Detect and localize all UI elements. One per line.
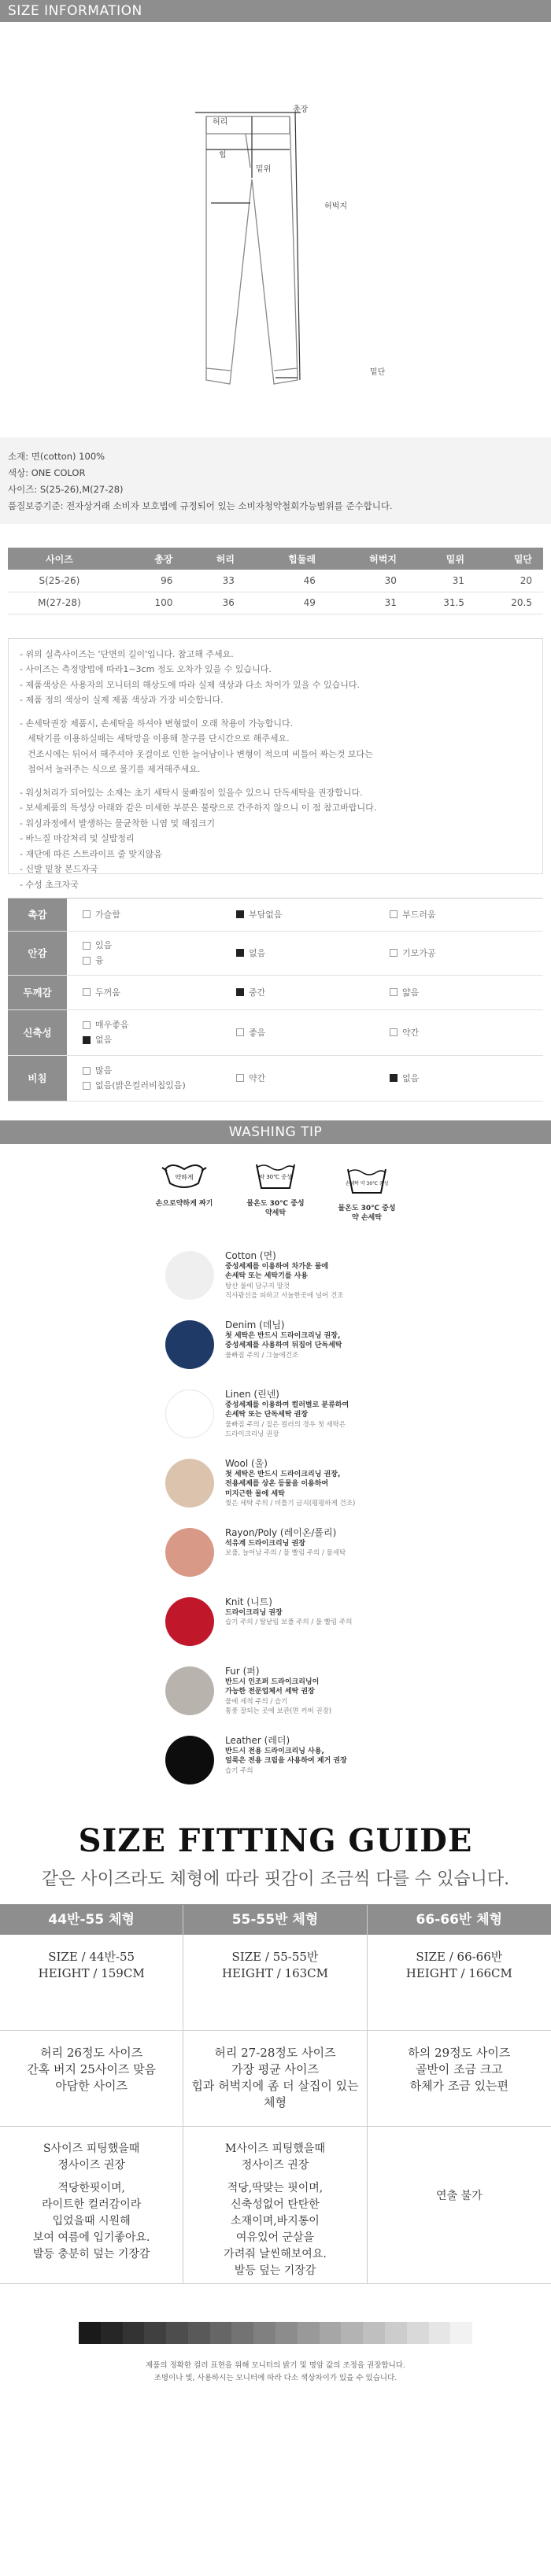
checkbox — [390, 949, 398, 957]
knit-swatch — [165, 1597, 214, 1646]
gradient-swatch — [210, 2322, 232, 2344]
fabric-properties — [8, 898, 543, 1102]
option — [390, 985, 543, 1000]
checkbox — [83, 1036, 91, 1044]
note-line: 접어서 눌러주는 식으로 물기를 제거해주세요. — [28, 764, 201, 774]
option — [236, 946, 390, 961]
col-hem: 밑단 — [475, 548, 543, 570]
fit-column-66 — [368, 1905, 551, 2284]
gradient-swatch — [231, 2322, 253, 2344]
gradient-swatch — [407, 2322, 429, 2344]
fit-text: HEIGHT / 166CM — [405, 1965, 512, 1980]
fabric-care-list — [0, 1245, 551, 1799]
washing-icons — [0, 1158, 551, 1245]
option-label: 약간 — [402, 1027, 420, 1038]
fit-size-cell — [0, 1935, 183, 2031]
fit-text: 정사이즈 권장 — [241, 2158, 309, 2172]
fit-column-44 — [0, 1905, 183, 2284]
property-row-touch — [8, 899, 543, 932]
gradient-swatch — [253, 2322, 276, 2344]
fit-review-cell — [368, 2127, 551, 2284]
wash-30-icon-graphic — [252, 1158, 299, 1194]
wash-caption: 손으로약하게 짜기 — [155, 1199, 213, 1208]
checkbox — [236, 1074, 244, 1082]
hand-wash-icon — [153, 1158, 215, 1245]
material-text: 소재: 면(cotton) 100% — [8, 451, 105, 462]
checkbox — [83, 910, 91, 918]
fit-text: 힙과 허벅지에 좀 더 살집이 있는 체형 — [191, 2078, 359, 2109]
fabric-wool — [0, 1452, 551, 1522]
table-cell: M(27-28) — [8, 592, 122, 614]
checkbox — [83, 1082, 91, 1090]
option-label: 좋음 — [249, 1027, 266, 1038]
linen-swatch — [165, 1389, 214, 1438]
note-line: - 수성 초크자국 — [20, 879, 79, 890]
checkbox — [83, 1021, 91, 1029]
fabric-sub: 찢은 세탁 주의 / 비틀기 금지(평평하게 건조) — [225, 1500, 356, 1508]
fit-text: 입었을때 시원해 — [52, 2214, 131, 2227]
option-label: 없음 — [402, 1072, 420, 1083]
checkbox — [390, 1028, 398, 1036]
fabric-denim — [0, 1314, 551, 1383]
option-label: 없음 — [249, 947, 266, 958]
option-label: 없음(밝은컬러비칩있음) — [95, 1080, 186, 1091]
fit-text: 적당,딱맞는 핏이며, — [227, 2181, 324, 2194]
fabric-knit — [0, 1591, 551, 1660]
option-label: 매우좋음 — [95, 1020, 129, 1030]
cotton-swatch — [165, 1251, 214, 1300]
checkbox — [236, 1028, 244, 1036]
checkbox — [83, 957, 91, 965]
note-line: - 바느질 마감처리 및 실밥정리 — [20, 833, 135, 843]
fit-body-cell — [368, 2031, 551, 2127]
fabric-title: Knit (니트) — [225, 1596, 272, 1607]
note-line: - 사이즈는 측정방법에 따라1~3cm 정도 오차가 있을 수 있습니다. — [20, 664, 272, 674]
label-total-length: 총장 — [293, 105, 309, 114]
fit-text: 정사이즈 권장 — [57, 2158, 125, 2172]
fit-text: 연출 불가 — [436, 2189, 483, 2202]
wash-caption: 물온도 30℃ 중성약 손세탁 — [338, 1204, 396, 1222]
checkbox — [390, 1074, 398, 1082]
option-label: 부드러움 — [402, 909, 436, 920]
footer-line: 제품의 정확한 컬러 표현을 위해 모니터의 밝기 및 명암 값의 조정을 권장합니다. — [146, 2360, 405, 2370]
option — [236, 1071, 390, 1086]
fabric-sub: 습기 주의 — [225, 1766, 253, 1775]
pants-diagram — [0, 22, 551, 431]
fabric-desc: 석유계 드라이크리닝 권장 — [225, 1539, 305, 1548]
label-hem: 밑단 — [370, 368, 386, 377]
fabric-sub: 습기 주의 / 탈낱림 보풀 주의 / 물 빨림 주의 — [225, 1618, 353, 1626]
fit-text: HEIGHT / 159CM — [38, 1965, 145, 1980]
fabric-sub: 물빠짐 주의 / 짙은 컬러의 경우 첫 세탁은 — [225, 1420, 346, 1429]
fabric-sub: 직사광선을 피하고 서늘한곳에 널어 건조 — [225, 1291, 344, 1300]
option-label: 두꺼움 — [95, 987, 120, 998]
fitting-guide-title: SIZE FITTING GUIDE — [78, 1821, 473, 1859]
fabric-desc: 전용세제를 상온 등물을 이용하여 — [225, 1480, 329, 1488]
note-line: - 보세제품의 특성상 아래와 같은 미세한 부분은 불량으로 간주하지 않으니 이 점 참고바랍니다. — [20, 803, 377, 813]
option-label: 약간 — [249, 1072, 266, 1083]
denim-swatch — [165, 1320, 214, 1369]
fit-text: S사이즈 피팅했을때 — [43, 2142, 140, 2155]
option — [83, 953, 236, 968]
fabric-sub: 탕산 물에 담구지 말것 — [225, 1282, 290, 1290]
option — [83, 938, 236, 953]
note-line: - 워싱처리가 되어있는 소재는 초기 세탁시 물빠짐이 있을수 있으니 단독세탁을 권장합니다. — [20, 787, 363, 798]
fabric-desc: 반드시 인조퍼 드라이크리닝이 — [225, 1677, 320, 1686]
option — [236, 985, 390, 1000]
col-thigh: 허벅지 — [327, 548, 408, 570]
gradient-swatch — [429, 2322, 451, 2344]
property-name: 안감 — [8, 932, 67, 975]
gradient-swatch — [363, 2322, 385, 2344]
fabric-rayon — [0, 1522, 551, 1591]
note-line: - 제품 정의 색상이 실제 제품 색상과 가장 비슷합니다. — [20, 695, 224, 705]
option — [236, 907, 390, 922]
fit-text: 허리 26정도 사이즈 — [40, 2045, 143, 2060]
note-line: - 워싱과정에서 발생하는 물균착한 니염 및 해짐크기 — [20, 817, 216, 829]
gradient-swatch — [123, 2322, 145, 2344]
option-label: 많음 — [95, 1065, 113, 1076]
checkbox — [83, 942, 91, 950]
col-hip: 힙둘레 — [246, 548, 327, 570]
checkbox — [83, 1067, 91, 1075]
fit-review-cell — [0, 2127, 183, 2284]
warranty-text: 품질보증기준: 전자상거래 소비자 보호법에 규정되어 있는 소비자청약철회가능범위를 준수합니다. — [8, 500, 393, 511]
option — [83, 1017, 236, 1032]
wool-swatch — [165, 1459, 214, 1508]
fabric-title: Cotton (면) — [225, 1249, 276, 1261]
fabric-title: Fur (퍼) — [225, 1665, 260, 1677]
fabric-linen — [0, 1383, 551, 1452]
table-cell: 30 — [327, 570, 408, 592]
table-cell: 46 — [246, 570, 327, 592]
pants-outline — [0, 22, 551, 431]
option — [83, 1032, 236, 1047]
color-text: 색상: ONE COLOR — [8, 467, 86, 478]
wash-30-symbol: 약 30℃ 중성 — [259, 1173, 292, 1180]
fit-text: SIZE / 55-55반 — [231, 1949, 319, 1964]
fabric-cotton — [0, 1245, 551, 1314]
fit-text: 발등 충분히 덮는 기장감 — [32, 2247, 150, 2260]
fit-text: 적당한핏이며, — [57, 2181, 125, 2194]
property-name: 신축성 — [8, 1010, 67, 1055]
fit-text: 아담한 사이즈 — [55, 2078, 128, 2093]
fabric-desc: 첫 세탁은 반드시 드라이크리닝 권장, — [225, 1470, 341, 1478]
option — [83, 907, 236, 922]
hand-wash-symbol: 약하게 — [175, 1173, 194, 1181]
checkbox — [236, 949, 244, 957]
fit-size-cell — [368, 1935, 551, 2031]
note-line: - 재단에 따른 스트라이프 줄 맞지않음 — [20, 848, 162, 859]
fit-text: SIZE / 66-66반 — [416, 1949, 503, 1964]
table-cell: S(25-26) — [8, 570, 122, 592]
fabric-title: Wool (울) — [225, 1457, 268, 1469]
table-cell: 31 — [408, 570, 475, 592]
property-row-sheerness — [8, 1056, 543, 1102]
fit-text: 하의 29정도 사이즈 — [408, 2045, 511, 2060]
table-row — [8, 592, 543, 614]
fit-text: 여유있어 군살을 — [235, 2231, 315, 2244]
gradient-swatch — [341, 2322, 363, 2344]
col-size: 사이즈 — [8, 548, 122, 570]
table-cell: 31 — [327, 592, 408, 614]
option — [390, 1071, 543, 1086]
table-cell: 20.5 — [475, 592, 543, 614]
fit-body-cell — [0, 2031, 183, 2127]
property-row-lining — [8, 932, 543, 976]
col-waist: 허리 — [183, 548, 246, 570]
fit-text: 가려줘 날씬해보여요. — [224, 2247, 327, 2260]
label-waist: 허리 — [213, 118, 228, 127]
fabric-title: Linen (린넨) — [225, 1388, 279, 1400]
option-label: 가슬함 — [95, 909, 120, 920]
fabric-desc: 반드시 전용 드라이크리닝 사용, — [225, 1747, 324, 1755]
option-label: 기모가공 — [402, 947, 436, 958]
hand-wash-icon-graphic — [161, 1158, 208, 1194]
fit-review-cell — [183, 2127, 366, 2284]
washing-tip-header: WASHING TIP — [0, 1120, 551, 1144]
fabric-desc: 드라이크리닝 권장 — [225, 1608, 283, 1617]
label-hip: 힙 — [219, 151, 227, 160]
checkbox — [236, 988, 244, 996]
fabric-sub: 통풍 잘되는 곳에 보관(면 커버 권장) — [225, 1707, 332, 1715]
table-cell: 31.5 — [408, 592, 475, 614]
fit-text: 라이트한 컬러감이라 — [42, 2198, 142, 2211]
table-cell: 20 — [475, 570, 543, 592]
col-length: 총장 — [122, 548, 184, 570]
fabric-desc: 손세탁 또는 단독세탁 권장 — [225, 1411, 309, 1419]
note-line: - 신발 밑창 본드자국 — [20, 864, 98, 874]
fit-column-head: 66-66반 체형 — [368, 1905, 551, 1935]
note-line: 세탁기를 이용하실때는 세탁망을 이용해 찰구를 단시간으로 해주세요. — [28, 733, 290, 744]
fit-text: 발등 덮는 기장감 — [234, 2264, 316, 2277]
checkbox — [236, 910, 244, 918]
gradient-swatch — [79, 2322, 101, 2344]
fabric-desc: 중성세제를 이용하여 차가운 물에 — [225, 1262, 329, 1271]
fit-text: 소재이며,바지통이 — [231, 2214, 320, 2227]
product-info-box — [0, 437, 551, 524]
col-rise: 밑위 — [408, 548, 475, 570]
gradient-swatch — [188, 2322, 210, 2344]
checkbox — [390, 910, 398, 918]
checkbox — [390, 988, 398, 996]
fit-text: 간혹 버지 25사이즈 맞음 — [27, 2061, 157, 2076]
fit-text: 골반이 조금 크고 — [415, 2061, 503, 2076]
fit-text: 가장 평균 사이즈 — [231, 2061, 319, 2076]
gradient-swatch — [101, 2322, 123, 2344]
fabric-leather — [0, 1729, 551, 1799]
fit-text: 하체가 조금 있는편 — [409, 2078, 509, 2093]
fabric-sub: 물에 세척 주의 / 습기 — [225, 1697, 288, 1706]
fit-text: 보여 여름에 입기좋아요. — [32, 2231, 150, 2244]
fit-size-cell — [183, 1935, 366, 2031]
fabric-sub: 물빠짐 주의 / 그늘에건조 — [225, 1351, 299, 1360]
property-name: 촉감 — [8, 899, 67, 931]
property-row-thickness — [8, 976, 543, 1010]
size-table-header — [8, 548, 543, 570]
color-gradient-bar — [79, 2322, 472, 2344]
note-line: 건조시에는 뒤어서 해주셔야 옷걸이로 인한 늘어남이나 변형이 적으며 비틀어 짜는것 보다는 — [28, 748, 373, 759]
fit-text: M사이즈 피팅했을때 — [225, 2142, 325, 2155]
table-row — [8, 570, 543, 592]
note-line: - 위의 실측사이즈는 '단면의 길이'입니다. 참고해 주세요. — [20, 648, 234, 659]
gradient-swatch — [320, 2322, 342, 2344]
fit-text: 신축성없어 탄탄한 — [231, 2198, 320, 2211]
size-information-header: SIZE INFORMATION — [0, 0, 551, 22]
care-notes — [8, 638, 543, 890]
option-label: 중간 — [249, 987, 266, 998]
fit-text: SIZE / 44반-55 — [48, 1949, 135, 1964]
fit-body-cell — [183, 2031, 366, 2127]
footer-line: 조명이나 빛, 사용하시는 모니터에 따라 다소 색상차이가 있을 수 있습니다. — [153, 2373, 398, 2382]
table-cell: 100 — [122, 592, 184, 614]
option-label: 있음 — [95, 940, 113, 950]
fit-column-head: 55-55반 체형 — [183, 1905, 366, 1935]
size-table — [8, 548, 543, 614]
option — [390, 907, 543, 922]
property-row-stretch — [8, 1010, 543, 1056]
table-cell: 33 — [183, 570, 246, 592]
fabric-desc: 중성세제를 사용하여 뒤집어 단독세탁 — [225, 1342, 342, 1349]
option-label: 부담없음 — [249, 909, 283, 920]
gradient-swatch — [166, 2322, 188, 2344]
note-line: - 제품색상은 사용자의 모니터의 해상도에 따라 실제 색상과 다소 차이가 있을 수 있습니다. — [20, 679, 360, 690]
option — [236, 1025, 390, 1040]
fabric-title: Rayon/Poly (레이온/폴리) — [225, 1526, 337, 1538]
table-cell: 96 — [122, 570, 184, 592]
table-cell: 49 — [246, 592, 327, 614]
fit-column-head: 44반-55 체형 — [0, 1905, 183, 1935]
gradient-swatch — [276, 2322, 298, 2344]
gradient-swatch — [385, 2322, 407, 2344]
leather-swatch — [165, 1736, 214, 1784]
option-label: 얇음 — [402, 987, 420, 998]
gradient-swatch — [450, 2322, 472, 2344]
option — [390, 946, 543, 961]
fit-text: 허리 27-28정도 사이즈 — [214, 2045, 336, 2060]
fabric-desc: 손세탁 또는 세탁기를 사용 — [225, 1272, 309, 1280]
option-label: 융 — [95, 955, 104, 965]
option — [83, 1078, 236, 1093]
footer-note — [0, 2360, 551, 2385]
option — [83, 985, 236, 1000]
property-name: 비침 — [8, 1056, 67, 1101]
label-rise: 밑위 — [256, 165, 272, 174]
fur-swatch — [165, 1666, 214, 1715]
fabric-title: Leather (레더) — [225, 1734, 290, 1746]
fabric-fur — [0, 1660, 551, 1729]
fabric-desc: 가능한 전문업체서 세탁 권장 — [225, 1688, 315, 1696]
hand-wash-30-symbol: 손세탁 약 30℃ 중성 — [345, 1180, 389, 1187]
gradient-swatch — [298, 2322, 320, 2344]
option-label: 없음 — [95, 1035, 113, 1045]
fabric-sub: 보풀, 늘어남 주의 / 물 빨림 주의 / 물세탁 — [225, 1549, 346, 1557]
property-name: 두께감 — [8, 976, 67, 1009]
fabric-sub: 드라이크리닝 권장 — [225, 1430, 279, 1438]
gradient-swatch — [144, 2322, 166, 2344]
fitting-guide-table — [0, 1904, 551, 2284]
fabric-desc: 얼룩은 전용 크림을 사용하여 제거 권장 — [225, 1757, 347, 1765]
option — [83, 1063, 236, 1078]
hand-wash-30-icon — [336, 1158, 398, 1245]
size-text: 사이즈: S(25-26),M(27-28) — [8, 484, 124, 495]
fabric-title: Denim (데님) — [225, 1319, 285, 1330]
option — [390, 1025, 543, 1040]
checkbox — [83, 988, 91, 996]
fabric-desc: 중성세제를 이용하여 컬러별로 분류하여 — [225, 1401, 349, 1409]
fabric-desc: 첫 세탁은 반드시 드라이크리닝 권장, — [225, 1331, 341, 1340]
note-line: - 손세탁권장 제품시, 손세탁을 하셔야 변형없이 오래 착용이 가능합니다. — [20, 718, 294, 729]
table-cell: 36 — [183, 592, 246, 614]
fitting-guide-subtitle: 같은 사이즈라도 체형에 따라 핏감이 조금씩 다를 수 있습니다. — [41, 1869, 510, 1889]
label-thigh: 허벅지 — [324, 202, 347, 211]
wash-caption: 물온도 30℃ 중성 약세탁 — [246, 1199, 305, 1217]
rayon-swatch — [165, 1528, 214, 1577]
fit-column-55 — [183, 1905, 367, 2284]
hand-wash-30-icon-graphic — [343, 1158, 390, 1199]
fabric-desc: 미지근한 물에 세탁 — [225, 1489, 285, 1498]
wash-30-icon — [245, 1158, 306, 1245]
fit-text: HEIGHT / 163CM — [221, 1965, 329, 1980]
